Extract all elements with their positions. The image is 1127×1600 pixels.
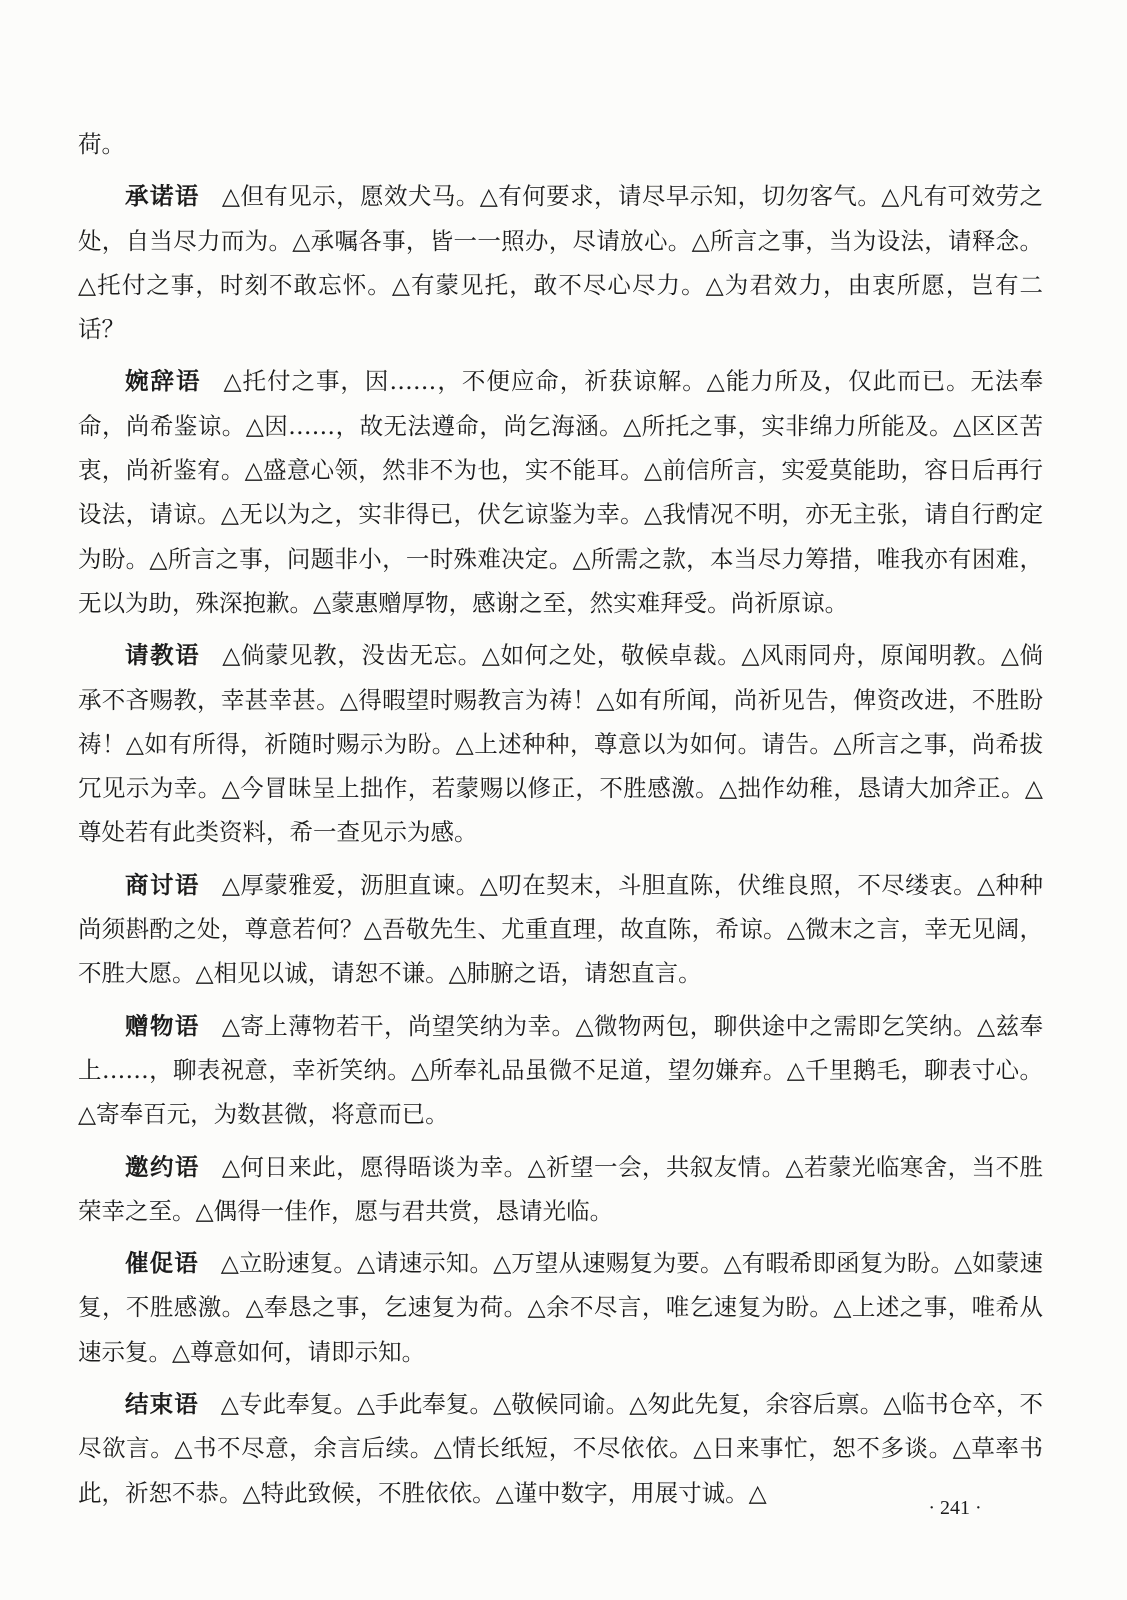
section-term: 催促语 (125, 1249, 199, 1278)
section-term: 邀约语 (125, 1152, 200, 1181)
section-gift (78, 1004, 1043, 1137)
section-promise (78, 174, 1043, 351)
section-text: △倘蒙见教，没齿无忘。△如何之处，敬候卓裁。△风雨同舟，原闻明教。△倘承不吝赐教，幸甚幸甚。△得暇望时赐教言为祷！△如有所闻，尚祈见告，俾资改进，不胜盼祷！△如有所得，祈随时赐示为盼。△上述种种，尊意以为如何。请告。△所言之事，尚希拔冗见示为幸。△今冒昧呈上拙作，若蒙赐以修正，不胜感激。△拙作幼稚，恳请大加斧正。△尊处若有此类资料，希一查见示为感。 (78, 641, 1043, 847)
section-text: △托付之事，因……，不便应命，祈获谅解。△能力所及，仅此而已。无法奉命，尚希鉴谅。△因……，故无法遵命，尚乞海涵。△所托之事，实非绵力所能及。△区区苦衷，尚祈鉴宥。△盛意心领，然非不为也，实不能耳。△前信所言，实爱莫能助，容日后再行设法，请谅。△无以为之，实非得已，伏乞谅鉴为幸。△我情况不明，亦无主张，请自行酌定为盼。△所言之事，问题非小，一时殊难决定。△所需之款，本当尽力筹措，唯我亦有困难，无以为助，殊深抱歉。△蒙惠赠厚物，感谢之至，然实难拜受。尚祈原谅。 (78, 367, 1043, 617)
section-term: 承诺语 (125, 182, 200, 211)
section-consult (78, 633, 1043, 854)
continuation-line: 荷。 (78, 130, 125, 158)
section-text: △但有见示，愿效犬马。△有何要求，请尽早示知，切勿客气。△凡有可效劳之处，自当尽力而为。△承嘱各事，皆一一照办，尽请放心。△所言之事，当为设法，请释念。△托付之事，时刻不敢忘怀。△有蒙见托，敢不尽心尽力。△为君效力，由衷所愿，岂有二话？ (78, 182, 1044, 344)
section-invite (78, 1145, 1043, 1234)
section-term: 婉辞语 (125, 367, 202, 396)
section-discuss (78, 863, 1043, 996)
section-closing (78, 1382, 1043, 1515)
section-text: △厚蒙雅爱，沥胆直谏。△叨在契末，斗胆直陈，伏维良照，不尽缕衷。△种种尚须斟酌之处，尊意若何？△吾敬先生、尤重直理，故直陈，希谅。△微末之言，幸无见阔，不胜大愿。△相见以诚，请恕不谦。△肺腑之语，请恕直言。 (78, 870, 1044, 988)
section-text: △立盼速复。△请速示知。△万望从速赐复为要。△有暇希即函复为盼。△如蒙速复，不胜感激。△奉恳之事，乞速复为荷。△余不尽言，唯乞速复为盼。△上述之事，唯希从速示复。△尊意如何，请即示知。 (78, 1249, 1043, 1366)
section-decline (78, 359, 1043, 625)
section-text: △专此奉复。△手此奉复。△敬候同谕。△匆此先复，余容后禀。△临书仓卒，不尽欲言。△书不尽意，余言后续。△情长纸短，不尽依依。△日来事忙，恕不多谈。△草率书此，祈恕不恭。△特此致候，不胜依依。△谨中数字，用展寸诚。△ (78, 1390, 1043, 1507)
section-urge (78, 1241, 1043, 1374)
section-text: △寄上薄物若干，尚望笑纳为幸。△微物两包，聊供途中之需即乞笑纳。△兹奉上……，聊表祝意，幸祈笑纳。△所奉礼品虽微不足道，望勿嫌弃。△千里鹅毛，聊表寸心。△寄奉百元，为数甚微，将意而已。 (78, 1011, 1044, 1129)
section-term: 请教语 (125, 641, 201, 670)
section-term: 商讨语 (125, 870, 200, 899)
body-text (78, 122, 1043, 1523)
section-term: 结束语 (125, 1390, 199, 1419)
page-number: · 241 · (928, 1497, 982, 1519)
section-text: △何日来此，愿得晤谈为幸。△祈望一会，共叙友情。△若蒙光临寒舍，当不胜荣幸之至。△偶得一佳作，愿与君共赏，恳请光临。 (78, 1152, 1044, 1225)
section-term: 赠物语 (125, 1011, 200, 1040)
